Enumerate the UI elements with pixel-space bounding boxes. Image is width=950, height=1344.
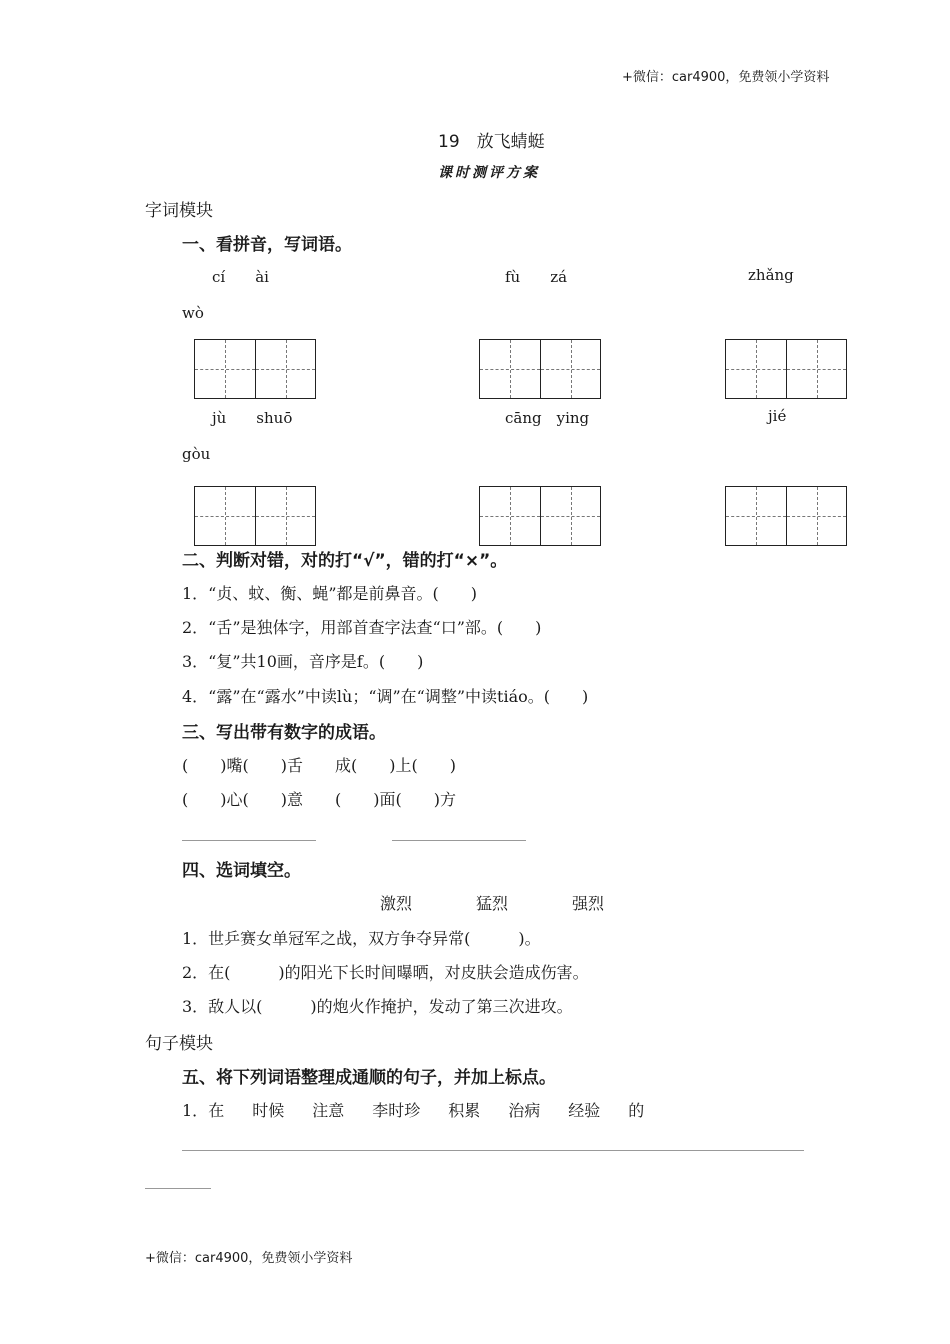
word: 时候 (252, 1101, 285, 1120)
pinyin-fu-za: fù zá (505, 268, 568, 286)
section-heading-words: 字词模块 (145, 201, 213, 221)
word-option: 激烈 (380, 894, 413, 913)
word: 注意 (312, 1101, 345, 1120)
pinyin-zhang: zhǎng (748, 266, 794, 284)
pinyin-jie: jié (768, 407, 787, 425)
writing-grid[interactable] (479, 339, 601, 399)
answer-line[interactable] (145, 1188, 211, 1189)
item-number: 1． (182, 1101, 209, 1120)
word: 经验 (568, 1101, 601, 1120)
word: 在 (208, 1101, 225, 1120)
question-2-heading: 二、判断对错，对的打“√”，错的打“×”。 (182, 551, 508, 571)
section-heading-sentences: 句子模块 (145, 1034, 213, 1054)
writing-grid[interactable] (194, 339, 316, 399)
writing-grid[interactable] (479, 486, 601, 546)
word: 的 (628, 1101, 645, 1120)
pinyin-wo: wò (182, 304, 204, 322)
fill-item-3[interactable]: 3．敌人以( )的炮火作掩护，发动了第三次进攻。 (182, 997, 573, 1016)
question-5-heading: 五、将下列词语整理成通顺的句子，并加上标点。 (182, 1068, 556, 1088)
idiom-line-1[interactable]: ( )嘴( )舌 成( )上( ) (182, 756, 456, 775)
writing-grid[interactable] (725, 486, 847, 546)
judge-item-2[interactable]: 2．“舌”是独体字，用部首查字法查“口”部。( ) (182, 618, 542, 637)
word-option: 猛烈 (476, 894, 509, 913)
watermark-bottom: +微信：car4900，免费领小学资料 (145, 1251, 353, 1266)
judge-item-1[interactable]: 1．“贞、蚊、衡、蝇”都是前鼻音。( ) (182, 584, 478, 603)
answer-line[interactable] (392, 840, 526, 841)
writing-grid[interactable] (725, 339, 847, 399)
judge-item-3[interactable]: 3．“复”共10画，音序是f。( ) (182, 652, 424, 671)
question-1-heading: 一、看拼音，写词语。 (182, 235, 352, 255)
sentence-words (182, 1098, 672, 1121)
answer-line[interactable] (182, 840, 316, 841)
fill-item-1[interactable]: 1．世乒赛女单冠军之战，双方争夺异常( )。 (182, 929, 541, 948)
page-title: 19 放飞蜻蜓 (438, 132, 545, 152)
pinyin-ci-ai: cí ài (212, 268, 269, 286)
writing-grid[interactable] (194, 486, 316, 546)
fill-item-2[interactable]: 2．在( )的阳光下长时间曝晒，对皮肤会造成伤害。 (182, 963, 589, 982)
word-option: 强烈 (572, 894, 605, 913)
idiom-line-2[interactable]: ( )心( )意 ( )面( )方 (182, 790, 456, 809)
watermark-top: +微信：car4900，免费领小学资料 (622, 70, 830, 85)
pinyin-gou: gòu (182, 445, 211, 463)
pinyin-ju-shuo: jù shuō (212, 409, 293, 427)
question-3-heading: 三、写出带有数字的成语。 (182, 723, 386, 743)
judge-item-4[interactable]: 4．“露”在“露水”中读lù；“调”在“调整”中读tiáo。( ) (182, 687, 589, 706)
page-subtitle: 课时测评方案 (438, 165, 540, 181)
question-4-heading: 四、选词填空。 (182, 861, 301, 881)
word: 李时珍 (372, 1101, 421, 1120)
pinyin-cang-ying: cāng ying (505, 409, 590, 427)
word: 治病 (508, 1101, 541, 1120)
answer-line[interactable] (182, 1150, 804, 1151)
word: 积累 (448, 1101, 481, 1120)
